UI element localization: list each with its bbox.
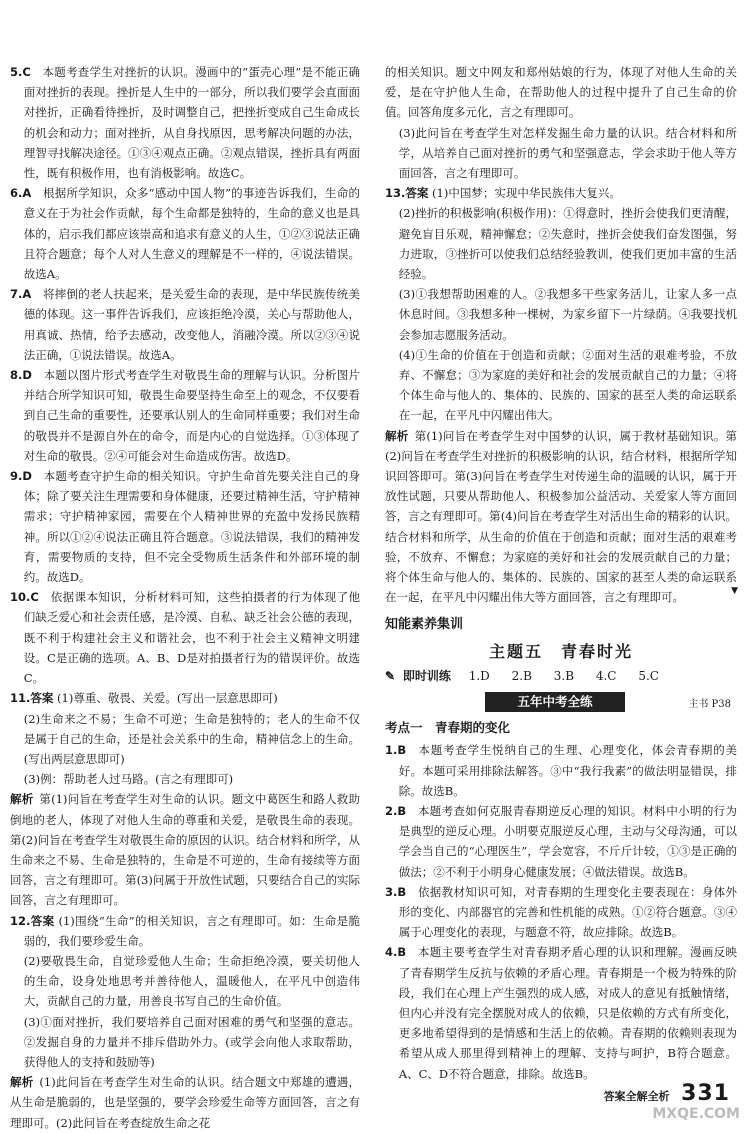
watermark-logo: MXQE.COM xyxy=(652,1106,740,1122)
q13-a2: (2)挫折的积极影响(积极作用)：①得意时，挫折会使我们更清醒，避免盲目乐观，精神懈怠；②失意时，挫折会使我们奋发图强，努力进取，③挫折可以使我们总结经验教训，使我们更加丰富的生活经验。 xyxy=(398,206,737,282)
q12-continued-3: (3)此问旨在考查学生对怎样发掘生命力量的认识。结合材料和所学，从培养自己面对挫折的勇气和坚强意志，学会求助于他人等方面回答，言之有理即可。 xyxy=(398,125,737,181)
q11-number: 11.答案 xyxy=(10,691,54,706)
answer-text: 本题考查学生悦纳自己的生理、心理变化，体会青春期的美好。本题可采用排除法解答。③中“我行我素”的做法明显错误，排除。故选B。 xyxy=(398,743,737,798)
q11-a2: (2)生命来之不易；生命不可逆；生命是独特的；老人的生命不仅是属于自己的生命，还是社会关系中的生命，精神信念上的生命。(写出两层意思即可) xyxy=(23,711,360,766)
answer-number: 3.B xyxy=(385,884,407,899)
answer-number: 9.D xyxy=(10,469,32,484)
q13-a1: (1)中国梦；实现中华民族伟大复兴。 xyxy=(432,186,621,201)
q11-a1: (1)尊重、敬畏、关爱。(写出一层意思即可) xyxy=(57,691,278,706)
answer-number: 10.C xyxy=(10,590,39,605)
answer-item-q9 xyxy=(10,466,360,587)
q13-analysis-label: 解析 xyxy=(385,428,409,443)
drill-answer: 5.C xyxy=(638,668,659,683)
answer-item-r3 xyxy=(385,882,737,943)
answer-number: 8.D xyxy=(10,368,32,383)
q11-analysis-text: 第(1)问旨在考查学生对生命的认识。题文中葛医生和路人救助倒地的老人，体现了对他人生命的尊重和关爱，是敬畏生命的表现。第(2)问旨在考查学生对敬畏生命的原因的认识。结合材料和所学，从生命来之不易、生命是独特的，生命是不可逆的，生命有接续等方面回答，言之有理即可。第(3)问属于开放性试题，只要结合自己的实际回答，言之有理即可。 xyxy=(10,792,361,908)
theme-title: 主题五 青春时光 xyxy=(488,641,633,661)
page-number: 331 xyxy=(681,1081,730,1106)
answer-item-q10 xyxy=(10,587,360,688)
q11-answer xyxy=(10,688,360,708)
answer-text: 本题以图片形式考查学生对敬畏生命的理解与认识。分析图片并结合所学知识可知，敬畏生命要坚持生命至上的观念，不仅要看到自己生命的重要性，还要承认别人的生命同样重要；我们对生命的敬畏并不是源自外在的命令，而是内心的自觉选择。①③体现了对生命的敬畏。②④可能会对生命造成伤害。故选D。 xyxy=(23,368,360,463)
drill-answer: 1.D xyxy=(468,668,490,683)
q11-analysis-label: 解析 xyxy=(10,792,34,807)
answer-number: 1.B xyxy=(385,743,407,758)
q13-a4: (4)①生命的价值在于创造和贡献；②面对生活的艰难考验，不放弃、不懈怠；③为家庭的美好和社会的发展贡献自己的力量；④将个体生命与他人的、集体的、民族的、国家的甚至人类的命运联系在一起，在平凡中闪耀出伟大。 xyxy=(398,347,737,423)
answer-text: 本题考查守护生命的相关知识。守护生命首先要关注自己的身体；除了要关注生理需要和身体健康，还要过精神生活，守护精神需求；守护精神家园，需要在个人精神世界的充盈中发扬民族精神。所以①②④说法正确且符合题意。③说法错误，我们的精神发育，需要物质的支持，但不完全受物质生活条件和外部环境的制约。故选D。 xyxy=(23,469,360,585)
section-heading: 知能素养集训 xyxy=(385,617,464,633)
q12-number: 12.答案 xyxy=(10,913,55,928)
answer-number: 7.A xyxy=(10,287,32,302)
answer-text: 根据所学知识，众多“感动中国人物”的事迹告诉我们，生命的意义在于为社会作贡献，每个生命都是独特的，生命的意义也是具体的，启示我们都应该崇高和追求有意义的人生，①②③说法正确且符合题意；每个人对人生意义的理解是不一样的，④说法错误。故选A。 xyxy=(23,186,360,282)
q13-answer xyxy=(385,183,737,203)
q12-analysis-text: (1)此问旨在考查学生对生命的认识。结合题文中郑雄的遭遇，从生命是脆弱的，也是坚强的，要学会珍爱生命等方面回答，言之有理即可。(2)此问旨在考查绽放生命之花 xyxy=(10,1075,361,1130)
answer-number: 2.B xyxy=(385,803,407,818)
left-answer-list xyxy=(10,62,360,688)
answer-number: 6.A xyxy=(10,186,32,201)
drill-answer: 4.C xyxy=(595,668,617,683)
banner-row xyxy=(385,692,737,714)
left-column xyxy=(10,62,360,1133)
answer-text: 本题考查学生对挫折的认识。漫画中的“蛋壳心理”是不能正确面对挫折的表现。挫折是人生中的一部分，所以我们要学会直面面对挫折，正确看待挫折，及时调整自己，把挫折变成自己生命成长的机会和动力；面对挫折，从自身找原因，思考解决问题的办法，理智寻找解决途径。①③④观点正确。②观点错误，挫折具有两面性，既有积极作用，也有消极影响。故选C。 xyxy=(23,65,360,181)
q12-analysis-label: 解析 xyxy=(10,1075,34,1090)
banner-page-ref: 主书 P38 xyxy=(688,699,731,711)
right-answer-list xyxy=(385,740,737,1083)
drill-answer: 3.B xyxy=(553,668,575,683)
answer-number: 5.C xyxy=(10,65,31,79)
q12-a3: (3)①面对挫折，我们要培养自己面对困难的勇气和坚强的意志。②发掘自身的力量并不排斥借助外力。(或学会向他人求取帮助，获得他人的支持和鼓励等) xyxy=(23,1014,360,1069)
q12-a2: (2)要敬畏生命，自觉珍爱他人生命；生命拒绝冷漠，要关切他人的生命，设身处地思考并善待他人，温暖他人，在平凡中创造伟大，贡献自己的力量，用善良书写自己的生命价值。 xyxy=(23,953,360,1009)
q13-analysis-text: 第(1)问旨在考查学生对中国梦的认识，属于教材基础知识。第(2)问旨在考查学生对挫折的积极影响的认识，结合材料，根据所学知识回答即可。第(3)问旨在考查学生对传递生命的温暖的认识，属于开放性试题，只要从帮助他人、积极参加公益活动、关爱家人等方面回答，言之有理即可。第(4)问旨在考查学生对活出生命的精彩的认识。结合材料和所学，从生命的价值在于创造和贡献；面对生活的艰难考验，不放弃、不懈怠；为家庭的美好和社会的发展贡献自己的力量；将个体生命与他人的、集体的、民族的、国家的甚至人类的命运联系在一起，在平凡中闪耀出伟大等方面回答，言之有理即可。 xyxy=(385,428,738,605)
answer-text: 依据教材知识可知，对青春期的生理变化主要表现在：身体外形的变化、内部器官的完善和性机能的成熟。①②符合题意。③④属于心理变化的表现，与题意不符，故应排除。故选B。 xyxy=(398,884,737,940)
pen-icon: ✎ xyxy=(385,668,396,683)
right-column xyxy=(385,62,737,1084)
answer-item-r4 xyxy=(385,942,737,1083)
footer-brand: 答案全解全析 xyxy=(603,1090,670,1103)
answer-text: 依据课本知识，分析材料可知，这些拍摄者的行为体现了他们缺乏爱心和社会责任感，是冷漠、自私、缺乏社会公德的表现，既不利于构建社会主义和谐社会，也不利于社会主义精神文明建设。C是正确的选项。A、B、D是对拍摄者行为的错误评价。故选C。 xyxy=(23,590,360,686)
drill-answer: 2.B xyxy=(511,668,532,683)
answer-item-q8 xyxy=(10,365,360,466)
answer-text: 将摔倒的老人扶起来，是关爱生命的表现，是中华民族传统美德的体现。这一事件告诉我们，应该拒绝冷漠，关心与帮助他人，用真诚、热情，给予去感动，改变他人，消融冷漠。所以②③④说法正确，①说法错误。故选A。 xyxy=(23,287,360,362)
five-year-banner: 五年中考全练 xyxy=(485,692,625,712)
drill-label: 即时训练 xyxy=(402,668,451,683)
q11-analysis xyxy=(10,789,360,910)
answer-item-r1 xyxy=(385,740,737,801)
page-footer xyxy=(603,1081,730,1106)
answer-item-q5 xyxy=(10,62,360,183)
answer-number: 4.B xyxy=(385,945,407,960)
q12-continued: 的相关知识。题文中网友和郑州姑娘的行为，体现了对他人生命的关爱，是在守护他人生命，在帮助他人的过程中提升了自己生命的价值。回答角度多元化，言之有理即可。 xyxy=(385,65,737,120)
q12-a1: (1)围绕“生命”的相关知识，言之有理即可。如：生命是脆弱的，我们要珍爱生命。 xyxy=(23,913,360,948)
answer-item-r2 xyxy=(385,801,737,882)
q13-analysis xyxy=(385,426,737,608)
answer-item-q6 xyxy=(10,183,360,284)
q12-answer xyxy=(10,911,360,951)
answer-text: 本题主要考查学生对青春期矛盾心理的认识和理解。漫画反映了青春期学生反抗与依赖的矛盾心理。青春期是一个极为特殊的阶段，我们在心理上产生强烈的成人感，对成人的意见有抵触情绪，但内心并没有完全摆脱对成人的依赖，只是依赖的方式有所变化，更多地希望得到的是情感和生活上的依赖。青春期的依赖则表现为希望从成人那里得到精神上的理解、支持与呵护，B符合题意。A、C、D不符合题意，排除。故选B。 xyxy=(398,945,737,1081)
q11-a3: (3)例：帮助老人过马路。(言之有理即可) xyxy=(23,772,234,787)
drill-row xyxy=(385,666,737,686)
triangle-down-icon: ▼ xyxy=(731,586,738,596)
q13-number: 13.答案 xyxy=(385,186,429,201)
answer-item-q7 xyxy=(10,284,360,365)
answer-text: 本题考查如何克服青春期逆反心理的知识。材料中小明的行为是典型的逆反心理。小明要克服逆反心理，主动与父母沟通，可以学会当自己的“心理医生”，学会宽容，不斤斤计较，①③是正确的做法；②不利于小明身心健康发展；④做法错误。故选B。 xyxy=(398,803,737,879)
q13-a3: (3)①我想帮助困难的人。②我想多干些家务活儿，让家人多一点休息时间。③我想多种一棵树，为家乡留下一片绿荫。④我要找机会参加志愿服务活动。 xyxy=(398,287,737,342)
exam-point-heading: 考点一 青春期的变化 xyxy=(385,720,511,736)
